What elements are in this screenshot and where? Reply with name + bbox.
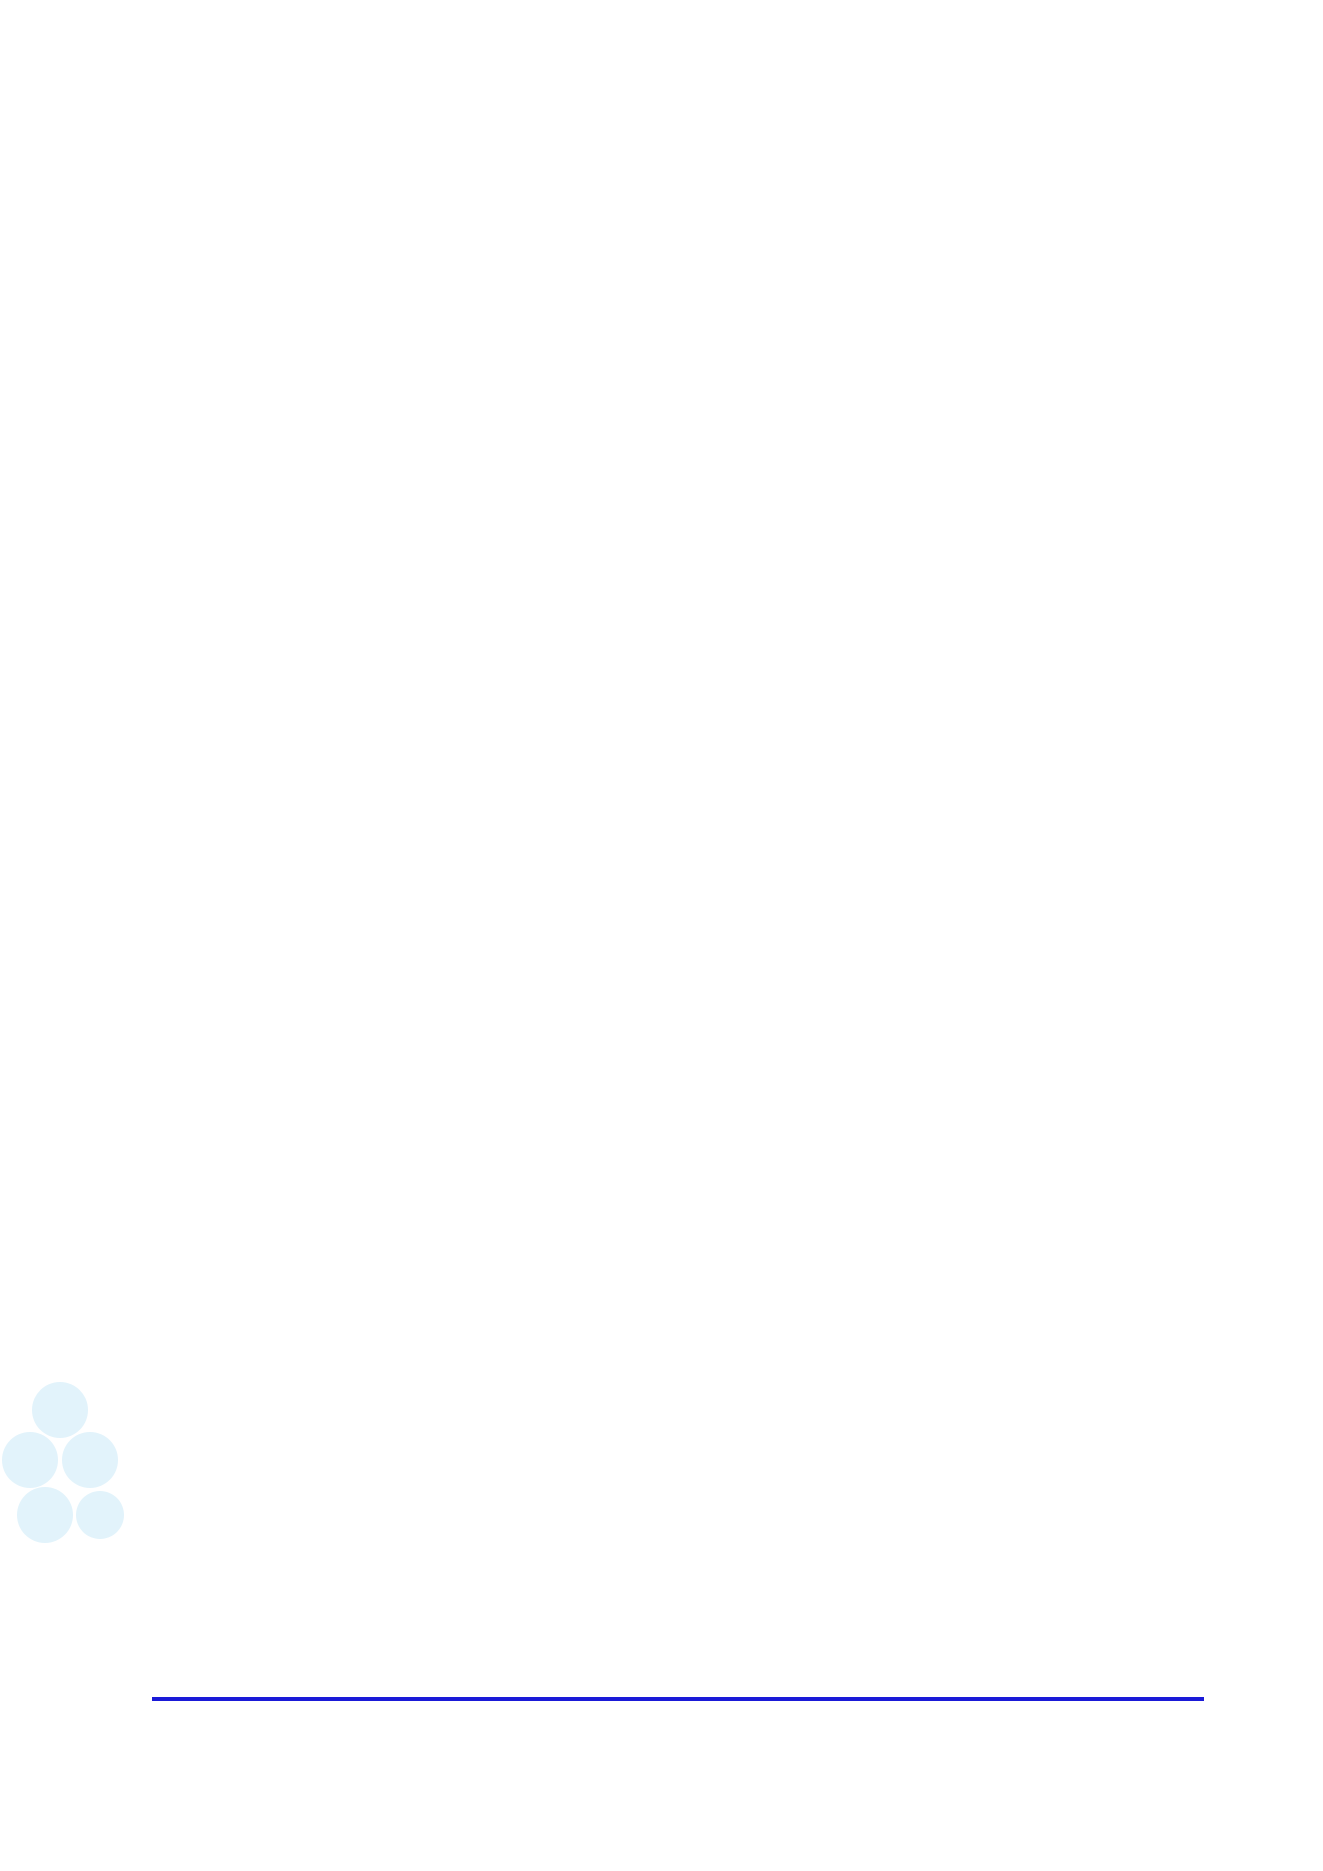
section-heading	[160, 200, 1200, 240]
footer-rule	[152, 1697, 1204, 1701]
document-page	[160, 162, 1200, 276]
watermark-flower-icon	[2, 1382, 124, 1543]
